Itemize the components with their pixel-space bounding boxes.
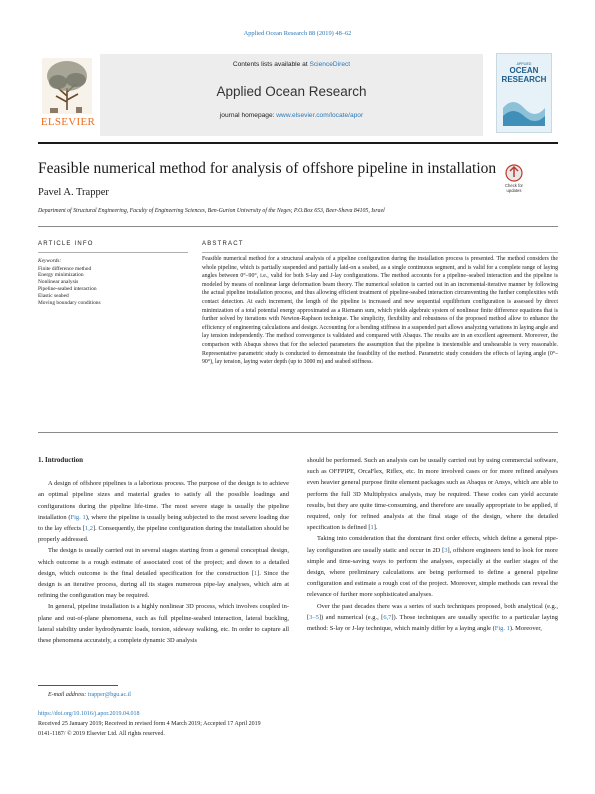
text-run: ]). Those techniques are usually specific to a particular laying method: S-lay or J-lay technique, which mainly differ by a laying angle ( bbox=[307, 613, 558, 633]
reference-link[interactable]: 3 bbox=[444, 546, 448, 554]
body-column-right bbox=[307, 455, 558, 634]
email-label: E-mail address: bbox=[48, 692, 88, 698]
author-email-line bbox=[48, 692, 131, 698]
footnote-rule bbox=[38, 685, 118, 686]
reference-link[interactable]: 3–5 bbox=[309, 613, 319, 621]
text-run: ]. Consequently, the pipeline configuration during the installation should be properly addressed. bbox=[38, 525, 290, 544]
text-run: ). Moreover, bbox=[509, 625, 542, 633]
copyright-line: 0141-1187/ © 2019 Elsevier Ltd. All rights reserved. bbox=[38, 731, 165, 737]
paragraph bbox=[307, 601, 558, 635]
paragraph bbox=[38, 478, 289, 545]
cover-line-research: RESEARCH bbox=[501, 75, 547, 84]
author-name[interactable]: Pavel A. Trapper bbox=[38, 187, 109, 198]
text-run: Over the past decades there was a series of such techniques proposed, both analytical (e.g., [ bbox=[307, 602, 558, 621]
text-run: A design of offshore pipelines is a laborious process. The purpose of the design is to achieve an optimal pipeline sizes and material grades to satisfy all the possible loadings and configurations during the pipeline life-time. The most severe stage is usually the pipeline installation ( bbox=[38, 480, 289, 521]
reference-link[interactable]: 1 bbox=[370, 524, 374, 532]
journal-cover-thumbnail[interactable] bbox=[496, 53, 552, 133]
check-badge-line1: Check for bbox=[505, 183, 523, 188]
text-run: ]. Since the design is an iterative process, during all its stages numerous pipe-lay analyses, which aim at refining the configuration may be required. bbox=[38, 569, 289, 600]
keyword-item: Elastic seabed bbox=[38, 293, 69, 300]
journal-citation[interactable]: Applied Ocean Research 88 (2019) 48–62 bbox=[243, 30, 352, 37]
homepage-link[interactable]: www.elsevier.com/locate/apor bbox=[276, 112, 364, 119]
text-run: The design is usually carried out in several stages starting from a general conceptual design, which outcome is a rough estimate of associated cost of the project; and down to a detailed design, which outcome is the final detailed specification for the construction [ bbox=[38, 547, 289, 577]
keyword-item: Energy minimization bbox=[38, 272, 84, 279]
keyword-item: Finite difference method bbox=[38, 265, 92, 272]
author-affiliation: Department of Structural Engineering, Faculty of Engineering Sciences, Ben-Gurion University of the Negev, P.O.Box 653, Beer-Sheva 84105, Israel bbox=[38, 208, 385, 214]
keyword-item: Pipeline-seabed interaction bbox=[38, 286, 97, 293]
keywords-list bbox=[38, 266, 101, 307]
paragraph bbox=[307, 533, 558, 600]
reference-link[interactable]: 1 bbox=[253, 569, 258, 577]
article-title: Feasible numerical method for analysis of offshore pipeline in installation bbox=[38, 160, 497, 177]
affiliation-rule bbox=[38, 226, 558, 227]
doi-link[interactable]: https://doi.org/10.1016/j.apor.2019.04.018 bbox=[38, 711, 140, 717]
received-dates: Received 25 January 2019; Received in revised form 4 March 2019; Accepted 17 April 2019 bbox=[38, 721, 261, 727]
reference-link[interactable]: 6,7 bbox=[383, 613, 392, 621]
body-column-left bbox=[38, 455, 289, 646]
paragraph bbox=[307, 455, 558, 533]
paragraph: In general, pipeline installation is a highly nonlinear 3D process, which involves coupled in-plane and out-of-plane phenomena, such as full pipeline-seabed interaction, lateral buckling, lateral stability under hydrodynamic loads, torsion, sideway walking, etc. In order to capture all these phenomena accurately, a complete dynamic 3D analysis bbox=[38, 603, 289, 645]
article-info-rule bbox=[38, 252, 188, 253]
text-run: ]) and numerical (e.g., [ bbox=[318, 613, 384, 621]
article-info-heading: ARTICLE INFO bbox=[38, 241, 94, 247]
text-run: should be performed. Such an analysis can be usually carried out by using commercial software, such as OFFPIPE, OrcaFlex, Riflex, etc. In more involved cases or for more refined analyses even heavier general purpose finite element packages such as Abaqus or Ansys, which are able to perform the full 3D Multiphysics analysis, may be required. These codes can yield accurate results, but they are quite time-consuming, and therefore are usually appropriate to be applied, if required, only for refined analysis at the final stage of the design, where the detailed specification is defined [ bbox=[307, 457, 558, 532]
homepage-prefix: journal homepage: bbox=[219, 112, 277, 119]
journal-title: Applied Ocean Research bbox=[216, 84, 367, 99]
section-heading-introduction: 1. Introduction bbox=[38, 456, 83, 464]
check-badge-line2: updates bbox=[506, 188, 522, 193]
header-rule bbox=[38, 142, 558, 144]
text-run: ), where the pipeline is usually being subjected to the most severe loading due to the lay effects [ bbox=[38, 513, 289, 533]
figure-link[interactable]: Fig. 1 bbox=[494, 625, 510, 633]
sciencedirect-link[interactable]: ScienceDirect bbox=[309, 61, 351, 68]
check-for-updates-icon[interactable] bbox=[500, 163, 528, 193]
text-run: Taking into consideration that the dominant first order effects, which define a general pipe-lay configuration are usually static and occur in 2D [ bbox=[307, 535, 558, 554]
abstract-text: Feasible numerical method for a structural analysis of a pipeline configuration during the installation process is presented. The method considers the whole pipeline, which is partially suspended and partially laid-on a seabed, as a single continuous segment, and is valid for a complete range of laying angles between 0°–90°, i.e., valid for both S-lay and J-lay configurations. The method accounts for a pipeline–seabed interaction and the pipeline is modeled by means of nonlinear large deformation beam theory. The numerical solution is carried out in an incremental-iterative manner by following the actual pipeline installation process, and thus allowing efficient treatment of pipeline-seabed interaction circumventing the further complexities with contact detection. At each increment, the length of the pipeline is increased and new sequential equilibrium configuration is assessed by direct minimization of a total potential energy approximated as a Riemann sum, which yields algebraic system of nonlinear finite difference equations that is further solved by iterations with Newton-Raphson technique. The simplicity, flexibility and robustness of the proposed method allow to enhance the efficiency of engineering calculations and design. Accounting for a bending stiffness in a suspended part allows analyzing variations in laying angle and lay tension independently. The method convergence is validated and compared with Abaqus. The results are in an excellent agreement. Moreover, the comparison with Abaqus shows that for the selected parameters the assumption that the pipeline is inextensible and unshearable is very reasonable. Representative parametric study is conducted to demonstrate the feasibility of the method. Parametric study considers the effects of laying angle (0°–90°), lay tension, laying water depth (up to 3000 m) and seabed stiffness. bbox=[202, 256, 558, 366]
paragraph bbox=[38, 545, 289, 601]
abstract-rule bbox=[202, 252, 558, 253]
email-link[interactable]: trapper@bgu.ac.il bbox=[87, 692, 131, 698]
text-run: ], offshore engineers tend to look for more simple and time-saving ways to perform the analyses, especially at the earlier stages of the design, where preliminary calculations are being performed to define a general pipeline configuration and estimate a rough cost of the project. Moreover, simple methods can reveal the relevance of further more sophisticated analyses. bbox=[307, 546, 558, 599]
abstract-bottom-rule bbox=[38, 432, 558, 433]
journal-homepage-line bbox=[100, 112, 483, 119]
keyword-item: Nonlinear analysis bbox=[38, 279, 79, 286]
keyword-item: Moving boundary conditions bbox=[38, 300, 101, 307]
cover-line-ocean: OCEAN bbox=[509, 66, 539, 75]
figure-link[interactable]: Fig. 1 bbox=[70, 513, 86, 521]
publisher-wordmark: ELSEVIER bbox=[40, 116, 96, 128]
contents-prefix: Contents lists available at bbox=[232, 61, 310, 68]
text-run: ]. bbox=[373, 524, 378, 532]
cover-line-applied: APPLIED bbox=[516, 62, 532, 66]
reference-link[interactable]: 1,2 bbox=[84, 525, 94, 533]
cover-wave-graphic bbox=[503, 88, 545, 126]
keywords-label: Keywords: bbox=[38, 258, 62, 264]
contents-line bbox=[100, 61, 483, 68]
abstract-heading: ABSTRACT bbox=[202, 241, 244, 247]
